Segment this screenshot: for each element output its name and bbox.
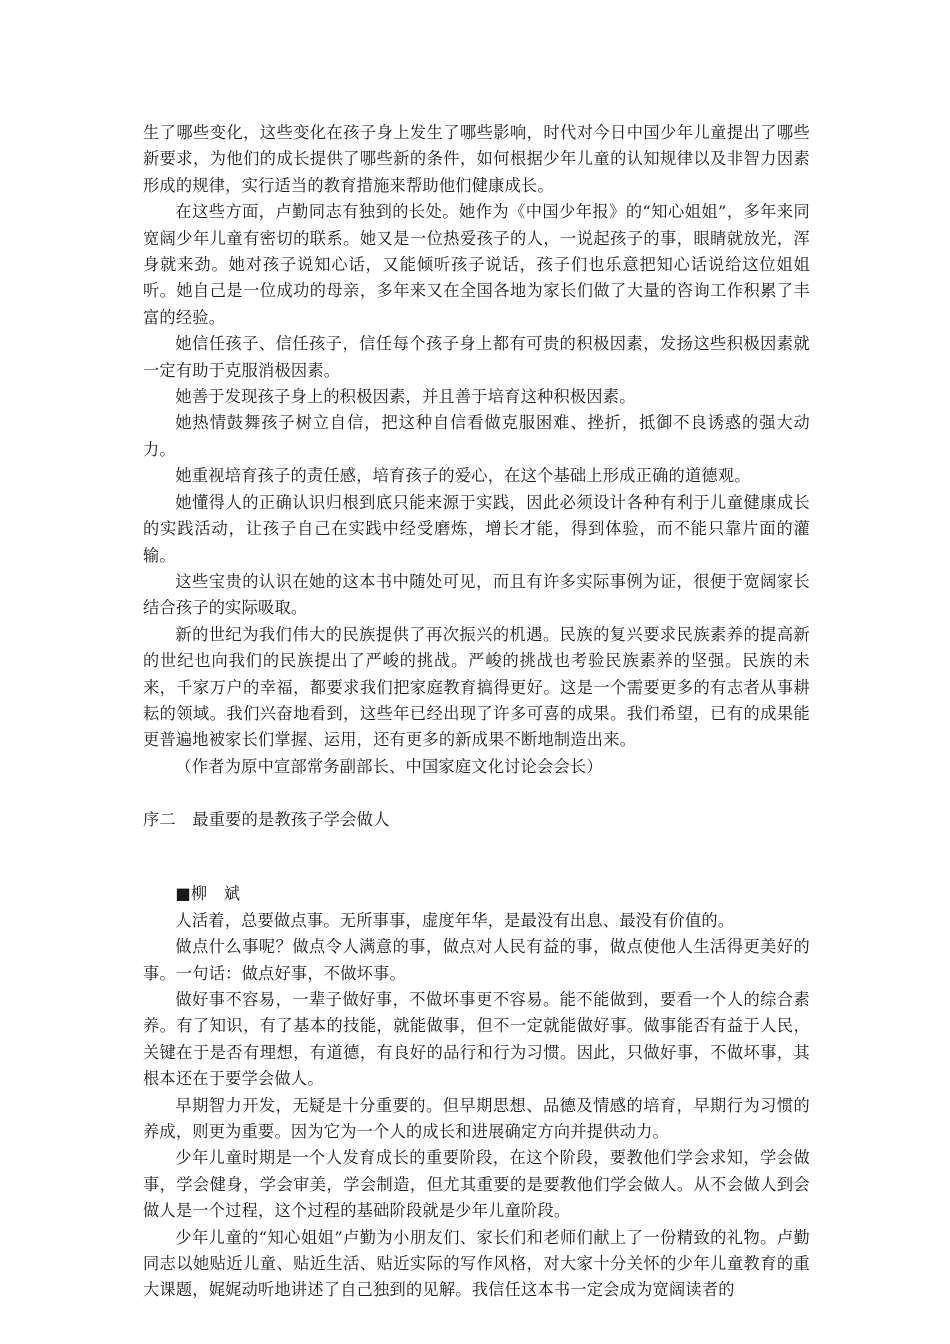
paragraph: 少年儿童的“知心姐姐”卢勤为小朋友们、家长们和老师们献上了一份精致的礼物。卢勤同志以她贴近儿童、贴近生活、贴近实际的写作风格，对大家十分关怀的少年儿童教育的重大课题，娓娓动听地讲述了自己独到的见解。我信任这本书一定会成为宽阔读者的 xyxy=(143,1227,810,1300)
paragraph: （作者为原中宣部常务副部长、中国家庭文化讨论会会长） xyxy=(175,756,603,776)
paragraph: 新的世纪为我们伟大的民族提供了再次振兴的机遇。民族的复兴要求民族素养的提高新的世纪也向我们的民族提出了严峻的挑战。严峻的挑战也考验民族素养的坚强。民族的未来，千家万户的幸福，都要求我们把家庭教育搞得更好。这是一个需要更多的有志者从事耕耘的领域。我们兴奋地看到，这些年已经出现了许多可喜的成果。我们希望，已有的成果能更普遍地被家长们掌握、运用，还有更多的新成果不断地制造出来。 xyxy=(143,624,810,750)
section-title: 序二 最重要的是教孩子学会做人 xyxy=(143,809,390,829)
author-line: ■柳 斌 xyxy=(175,884,241,904)
paragraph: 人活着，总要做点事。无所事事，虚度年华，是最没有出息、最没有价值的。 xyxy=(175,910,735,930)
spacer xyxy=(143,833,810,859)
paragraph: 她重视培育孩子的责任感，培育孩子的爱心，在这个基础上形成正确的道德观。 xyxy=(175,466,751,486)
paragraph: 做点什么事呢？做点令人满意的事，做点对人民有益的事，做点使他人生活得更美好的事。一句话：做点好事，不做坏事。 xyxy=(143,937,810,983)
paragraph: 她信任孩子、信任孩子，信任每个孩子身上都有可贵的积极因素，发扬这些积极因素就一定有助于克服消极因素。 xyxy=(143,334,810,380)
paragraph: 这些宝贵的认识在她的这本书中随处可见，而且有许多实际事例为证，很便于宽阔家长结合孩子的实际吸取。 xyxy=(143,571,810,618)
spacer xyxy=(143,780,810,806)
paragraph: 做好事不容易，一辈子做好事，不做坏事更不容易。能不能做到，要看一个人的综合素养。有了知识，有了基本的技能，就能做事，但不一定就能做好事。做事能否有益于人民，关键在于是否有理想，有道德，有良好的品行和行为习惯。因此，只做好事，不做坏事，其根本还在于要学会做人。 xyxy=(143,989,810,1089)
document-page xyxy=(143,120,810,1304)
paragraph: 她懂得人的正确认识归根到底只能来源于实践，因此必须设计各种有利于儿童健康成长的实践活动，让孩子自己在实践中经受磨炼，增长才能，得到体验，而不能只靠片面的灌输。 xyxy=(143,492,810,565)
paragraph: 早期智力开发，无疑是十分重要的。但早期思想、品德及情感的培育，早期行为习惯的养成，则更为重要。因为它为一个人的成长和进展确定方向并提供动力。 xyxy=(143,1095,810,1141)
spacer xyxy=(143,859,810,881)
paragraph: 生了哪些变化，这些变化在孩子身上发生了哪些影响，时代对今日中国少年儿童提出了哪些新要求，为他们的成长提供了哪些新的条件，如何根据少年儿童的认知规律以及非智力因素形成的规律，实行适当的教育措施来帮助他们健康成长。 xyxy=(143,123,810,195)
paragraph: 她善于发现孩子身上的积极因素，并且善于培育这种积极因素。 xyxy=(175,387,636,407)
paragraph: 她热情鼓舞孩子树立自信，把这种自信看做克服困难、挫折，抵御不良诱惑的强大动力。 xyxy=(143,413,810,459)
paragraph: 在这些方面，卢勤同志有独到的长处。她作为《中国少年报》的“知心姐姐”，多年来同宽阔少年儿童有密切的联系。她又是一位热爱孩子的人，一说起孩子的事，眼睛就放光，浑身就来劲。她对孩子说知心话，又能倾听孩子说话，孩子们也乐意把知心话说给这位姐姐听。她自己是一位成功的母亲，多年来又在全国各地为家长们做了大量的咨询工作积累了丰富的经验。 xyxy=(143,202,810,327)
paragraph: 少年儿童时期是一个人发育成长的重要阶段，在这个阶段，要教他们学会求知，学会做事，学会健身，学会审美，学会制造，但尤其重要的是要教他们学会做人。从不会做人到会做人是一个过程，这个过程的基础阶段就是少年儿童阶段。 xyxy=(143,1148,810,1221)
preface-one-body xyxy=(143,120,810,780)
preface-two-body xyxy=(143,908,810,1304)
